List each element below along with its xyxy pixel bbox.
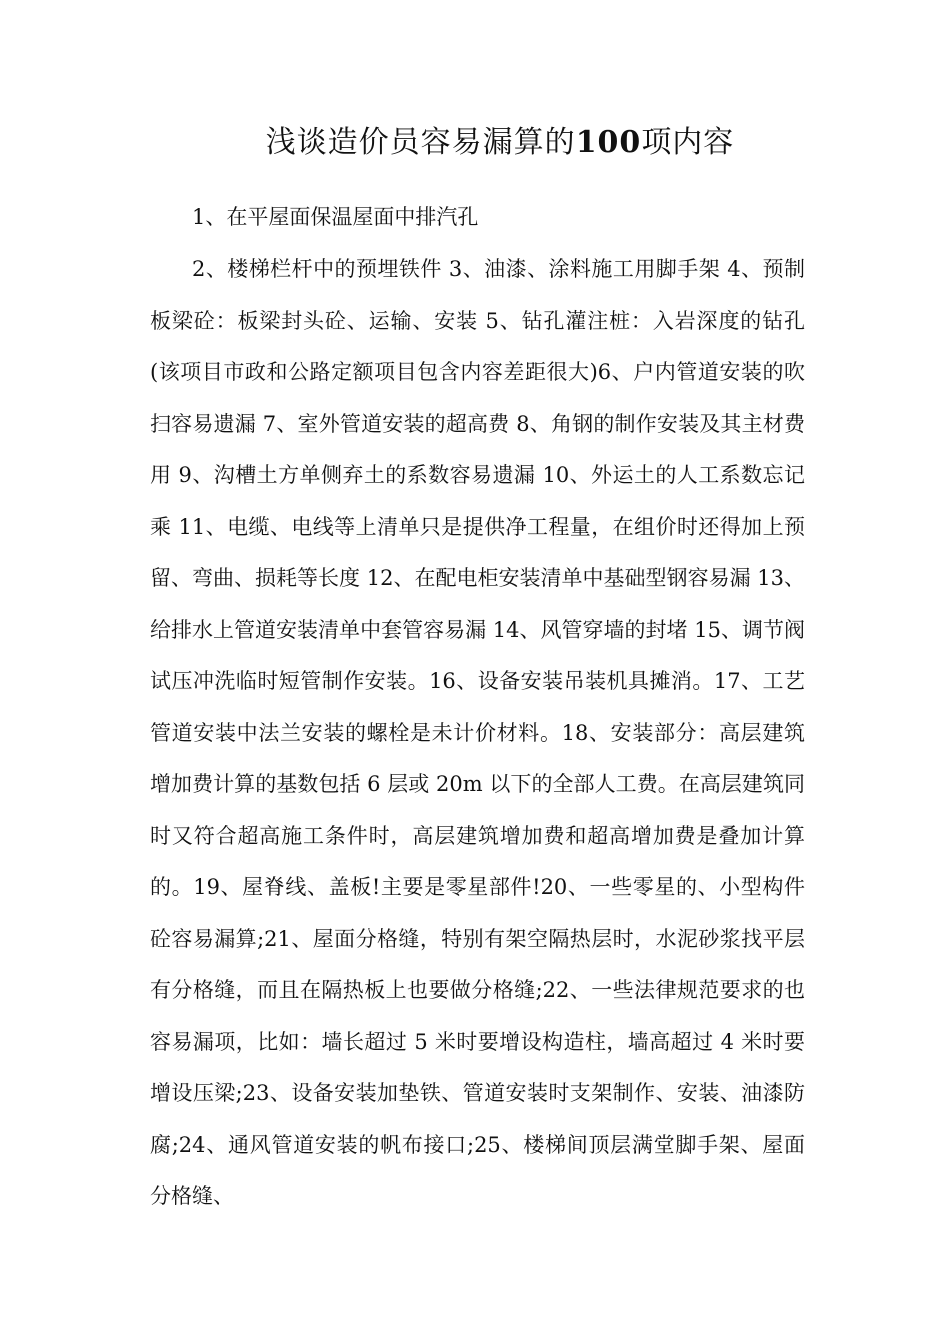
title-number: 100 bbox=[575, 125, 642, 160]
title-prefix: 浅谈造价员容易漏算的 bbox=[265, 125, 576, 160]
paragraph-items-2-25: 2、楼梯栏杆中的预埋铁件 3、油漆、涂料施工用脚手架 4、预制板梁砼：板梁封头砼、运输、安装 5、钻孔灌注桩：入岩深度的钻孔(该项目市政和公路定额项目包含内容差距很大)6、户内管道安装的吹扫容易遗漏 7、室外管道安装的超高费 8、角钢的制作安装及其主材费用 9、沟槽土方单侧弃土的系数容易遗漏 10、外运土的人工系数忘记乘 11、电缆、电线等上清单只是提供净工程量，在组价时还得加上预留、弯曲、损耗等长度 12、在配电柜安装清单中基础型钢容易漏 13、给排水上管道安装清单中套管容易漏 14、风管穿墙的封堵 15、调节阀试压冲洗临时短管制作安装。16、设备安装吊装机具摊消。17、工艺管道安装中法兰安装的螺栓是未计价材料。18、安装部分：高层建筑增加费计算的基数包括 6 层或 20m 以下的全部人工费。在高层建筑同时又符合超高施工条件时，高层建筑增加费和超高增加费是叠加计算的。19、屋脊线、盖板!主要是零星部件!20、一些零星的、小型构件砼容易漏算;21、屋面分格缝，特别有架空隔热层时，水泥砂浆找平层有分格缝，而且在隔热板上也要做分格缝;22、一些法律规范要求的也容易漏项，比如：墙长超过 5 米时要增设构造柱，墙高超过 4 米时要增设压梁;23、设备安装加垫铁、管道安装时支架制作、安装、油漆防腐;24、通风管道安装的帆布接口;25、楼梯间顶层满堂脚手架、屋面分格缝、 bbox=[150, 257, 805, 1208]
title-suffix: 项内容 bbox=[641, 125, 735, 160]
document-title bbox=[150, 118, 850, 168]
paragraph-item-1: 1、在平屋面保温屋面中排汽孔 bbox=[192, 205, 479, 229]
